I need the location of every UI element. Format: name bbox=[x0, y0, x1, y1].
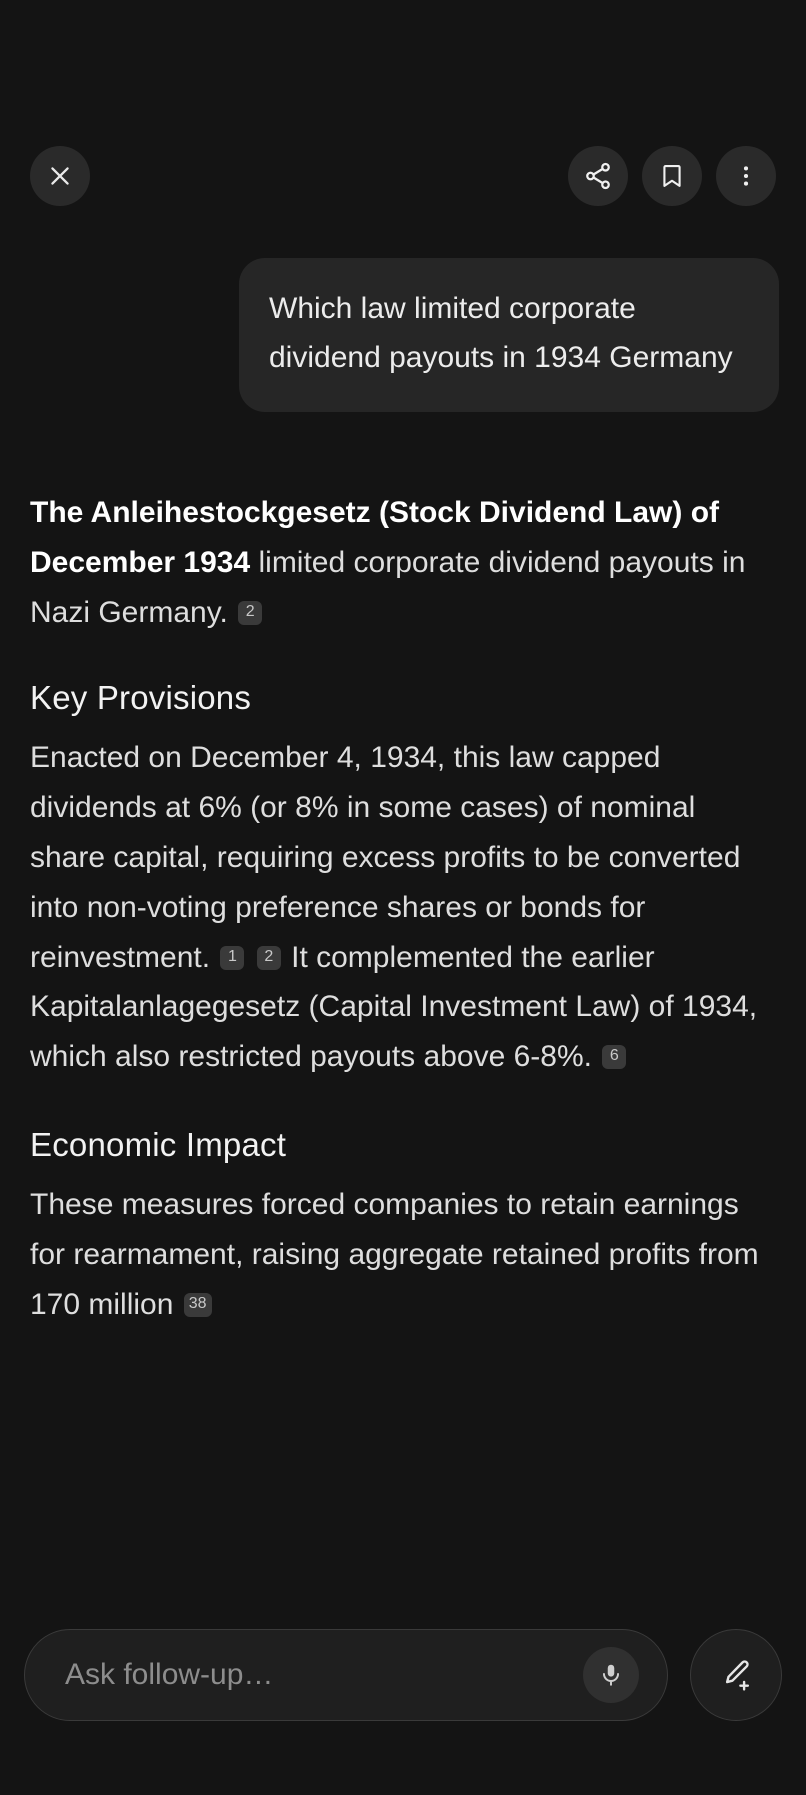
ask-followup-field[interactable] bbox=[24, 1629, 668, 1721]
share-button[interactable] bbox=[568, 146, 628, 206]
share-icon bbox=[583, 161, 613, 191]
microphone-button[interactable] bbox=[583, 1647, 639, 1703]
bookmark-button[interactable] bbox=[642, 146, 702, 206]
close-icon bbox=[47, 163, 73, 189]
answer-body bbox=[0, 488, 806, 1343]
citation-chip[interactable]: 6 bbox=[602, 1045, 626, 1069]
section-paragraph bbox=[30, 1180, 776, 1329]
section-text: Enacted on December 4, 1934, this law capped dividends at 6% (or 8% in some cases) of nominal share capital, requiring excess profits to be converted into non-voting preference shares or bonds for reinvestment. bbox=[30, 741, 741, 974]
citation-chip[interactable]: 2 bbox=[257, 946, 281, 970]
bookmark-icon bbox=[658, 162, 686, 190]
section-text: These measures forced companies to retain earnings for rearmament, raising aggregate retained profits from 170 million bbox=[30, 1187, 759, 1321]
microphone-icon bbox=[598, 1662, 624, 1688]
user-message-row bbox=[0, 258, 806, 412]
answer-section bbox=[30, 1126, 776, 1329]
section-heading: Key Provisions bbox=[30, 679, 252, 717]
close-button[interactable] bbox=[30, 146, 90, 206]
answer-section bbox=[30, 679, 776, 1082]
section-heading: Economic Impact bbox=[30, 1125, 287, 1163]
search-input[interactable] bbox=[63, 1657, 583, 1693]
citation-chip[interactable]: 2 bbox=[238, 601, 262, 625]
compose-pencil-plus-icon bbox=[718, 1657, 754, 1693]
top-toolbar-actions bbox=[568, 146, 776, 206]
more-options-icon bbox=[733, 163, 759, 189]
answer-lead-rest: limited corporate dividend payouts in Nazi Germany. bbox=[30, 545, 746, 629]
user-question-bubble[interactable]: Which law limited corporate dividend payouts in 1934 Germany bbox=[239, 258, 779, 412]
citation-chip[interactable]: 1 bbox=[220, 946, 244, 970]
citation-chip[interactable]: 38 bbox=[184, 1293, 212, 1317]
new-thread-button[interactable] bbox=[690, 1629, 782, 1721]
more-options-button[interactable] bbox=[716, 146, 776, 206]
composer-bar bbox=[0, 1627, 806, 1723]
top-toolbar bbox=[0, 140, 806, 212]
answer-lead-bold: The Anleihestockgesetz (Stock Dividend Law) of December 1934 bbox=[30, 496, 720, 579]
section-text: It complemented the earlier Kapitalanlagegesetz (Capital Investment Law) of 1934, which also restricted payouts above 6-8%. bbox=[30, 940, 758, 1074]
section-paragraph bbox=[30, 733, 776, 1082]
answer-lead-paragraph bbox=[30, 488, 776, 637]
